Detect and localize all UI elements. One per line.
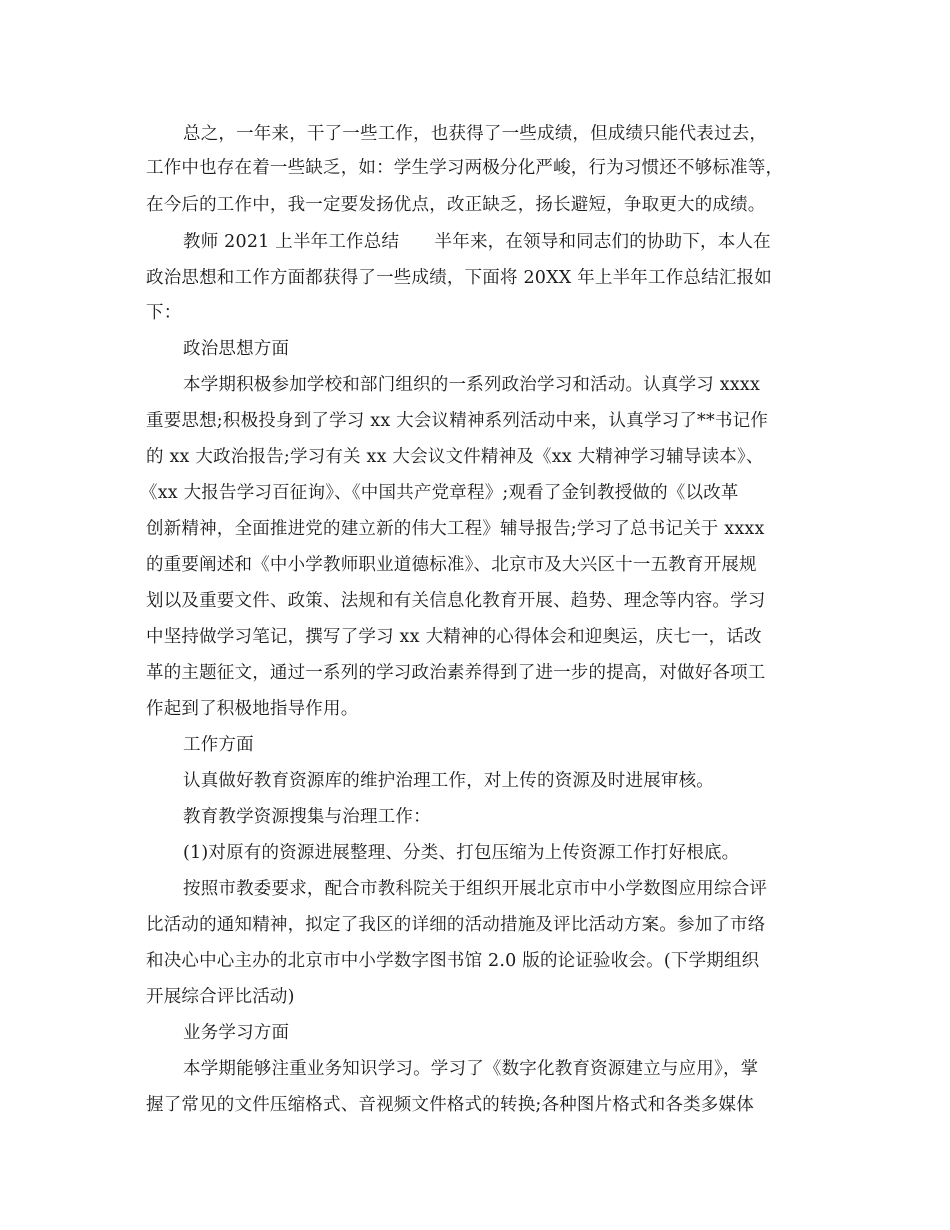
text-line: 教师 2021 上半年工作总结 半年来，在领导和同志们的协助下，本人在 (183, 232, 771, 252)
text-line: 教育教学资源搜集与治理工作： (183, 807, 431, 827)
text-line: 中坚持做学习笔记，撰写了学习 xx 大精神的心得体会和迎奥运，庆七一，话改 (146, 627, 762, 647)
section-heading: 政治思想方面 (183, 339, 290, 359)
text-line: 按照市教委要求，配合市教科院关于组织开展北京市中小学数图应用综合评 (183, 879, 768, 899)
text-line: 的重要阐述和《中小学教师职业道德标准》、北京市及大兴区十一五教育开展规 (146, 555, 757, 575)
text-line: 革的主题征文，通过一系列的学习政治素养得到了进一步的提高，对做好各项工 (146, 663, 766, 683)
section-heading: 工作方面 (183, 735, 254, 755)
text-line: 握了常见的文件压缩格式、音视频文件格式的转换;各种图片格式和各类多媒体 (146, 1095, 754, 1115)
text-line: 的 xx 大政治报告;学习有关 xx 大会议文件精神及《xx 大精神学习辅导读本》、 (146, 447, 764, 467)
text-line: 划以及重要文件、政策、法规和有关信息化教育开展、趋势、理念等内容。学习 (146, 591, 766, 611)
text-line: 《xx 大报告学习百征询》、《中国共产党章程》;观看了金钊教授做的《以改革 (140, 483, 739, 503)
text-line: 本学期能够注重业务知识学习。学习了《数字化教育资源建立与应用》，掌 (183, 1059, 759, 1079)
text-line: 和决心中心主办的北京市中小学数字图书馆 2.0 版的论证验收会。(下学期组织 (146, 951, 760, 971)
section-heading: 业务学习方面 (183, 1023, 290, 1043)
text-line: 总之，一年来，干了一些工作，也获得了一些成绩，但成绩只能代表过去， (183, 124, 768, 144)
text-line: 工作中也存在着一些缺乏，如：学生学习两极分化严峻，行为习惯还不够标准等， (146, 158, 784, 178)
text-line: 政治思想和工作方面都获得了一些成绩，下面将 20XX 年上半年工作总结汇报如 (146, 268, 772, 288)
text-line: 开展综合评比活动) (146, 987, 295, 1007)
text-line: 作起到了积极地指导作用。 (146, 699, 359, 719)
text-line: 在今后的工作中，我一定要发扬优点，改正缺乏，扬长避短，争取更大的成绩。 (146, 195, 766, 215)
text-line: 下： (146, 303, 182, 323)
text-line: 创新精神，全面推进党的建立新的伟大工程》辅导报告;学习了总书记关于 xxxx (146, 519, 765, 539)
text-line: 比活动的通知精神，拟定了我区的详细的活动措施及评比活动方案。参加了市络 (146, 915, 766, 935)
text-line: 重要思想;积极投身到了学习 xx 大会议精神系列活动中来，认真学习了**书记作 (146, 411, 769, 431)
text-line: (1)对原有的资源进展整理、分类、打包压缩为上传资源工作打好根底。 (183, 843, 740, 863)
text-line: 认真做好教育资源库的维护治理工作，对上传的资源及时进展审核。 (183, 771, 714, 791)
text-line: 本学期积极参加学校和部门组织的一系列政治学习和活动。认真学习 xxxx (183, 375, 761, 395)
